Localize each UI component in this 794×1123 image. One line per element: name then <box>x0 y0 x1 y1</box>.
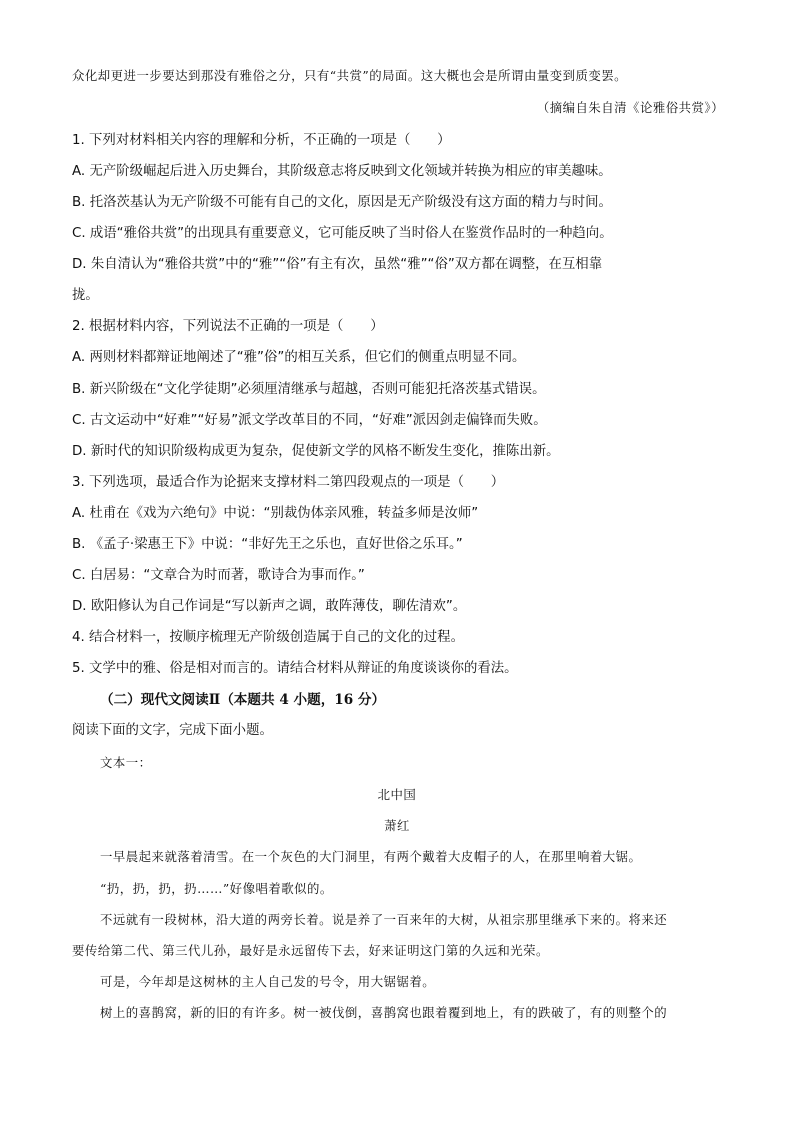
question-1-option-a: A. 无产阶级崛起后进入历史舞台，其阶级意志将反映到文化领域并转换为相应的审美趣味。 <box>72 164 612 179</box>
question-2-option-b: B. 新兴阶级在“文化学徒期”必须厘清继承与超越，否则可能犯托洛茨基式错误。 <box>72 382 546 397</box>
question-4: 4. 结合材料一，按顺序梳理无产阶级创造属于自己的文化的过程。 <box>72 630 464 645</box>
story-paragraph: 一早晨起来就落着清雪。在一个灰色的大门洞里，有两个戴着大皮帽子的人，在那里响着大锯。 <box>100 849 642 864</box>
question-1-stem: 1. 下列对材料相关内容的理解和分析，不正确的一项是（ ） <box>72 133 451 148</box>
question-1-option-d-continued: 拢。 <box>72 288 99 303</box>
question-2-option-d: D. 新时代的知识阶级构成更为复杂，促使新文学的风格不断发生变化，推陈出新。 <box>72 444 560 459</box>
section-heading: （二）现代文阅读Ⅱ（本题共 4 小题，16 分） <box>100 692 386 708</box>
text-label: 文本一： <box>100 755 152 770</box>
question-2-option-c: C. 古文运动中“好难”“好易”派文学改革目的不同，“好难”派因剑走偏锋而失败。 <box>72 413 547 428</box>
question-1-option-b: B. 托洛茨基认为无产阶级不可能有自己的文化，原因是无产阶级没有这方面的精力与时间。 <box>72 195 612 210</box>
question-1-option-d: D. 朱自清认为“雅俗共赏”中的“雅”“俗”有主有次，虽然“雅”“俗”双方都在调整，在互相靠 <box>72 257 603 272</box>
source-citation: （摘编自朱自清《论雅俗共赏》） <box>536 100 724 115</box>
question-3-option-c: C. 白居易：“文章合为时而著，歌诗合为事而作。” <box>72 568 365 583</box>
question-2-stem: 2. 根据材料内容，下列说法不正确的一项是（ ） <box>72 319 384 334</box>
question-5: 5. 文学中的雅、俗是相对而言的。请结合材料从辩证的角度谈谈你的看法。 <box>72 661 518 676</box>
story-author: 萧红 <box>384 818 410 833</box>
story-paragraph: 树上的喜鹊窝，新的旧的有许多。树一被伐倒，喜鹊窝也跟着覆到地上，有的跌破了，有的则整个的 <box>100 1005 668 1020</box>
question-1-option-c: C. 成语“雅俗共赏”的出现具有重要意义，它可能反映了当时俗人在鉴赏作品时的一种趋向。 <box>72 226 613 241</box>
section-instruction: 阅读下面的文字，完成下面小题。 <box>72 723 273 738</box>
question-3-option-b: B. 《孟子·梁惠王下》中说：“非好先王之乐也，直好世俗之乐耳。” <box>72 537 463 552</box>
story-title: 北中国 <box>377 787 417 802</box>
continuation-text: 众化却更进一步要达到那没有雅俗之分，只有“共赏”的局面。这大概也会是所谓由量变到质变罢。 <box>72 68 628 83</box>
story-paragraph: “扔，扔，扔，扔……”好像唱着歌似的。 <box>100 881 333 896</box>
story-paragraph: 不远就有一段树林，沿大道的两旁长着。说是养了一百来年的大树，从祖宗那里继承下来的。将来还 <box>100 912 668 927</box>
question-3-option-a: A. 杜甫在《戏为六绝句》中说：“别裁伪体亲风雅，转益多师是汝师” <box>72 506 479 521</box>
question-3-stem: 3. 下列选项，最适合作为论据来支撑材料二第四段观点的一项是（ ） <box>72 475 505 490</box>
question-3-option-d: D. 欧阳修认为自己作词是“写以新声之调，敢阵薄伎，聊佐清欢”。 <box>72 599 467 614</box>
story-paragraph: 可是，今年却是这树林的主人自己发的号令，用大锯锯着。 <box>100 974 436 989</box>
story-paragraph-continued: 要传给第二代、第三代儿孙，最好是永远留传下去，好来证明这门第的久远和光荣。 <box>72 943 549 958</box>
question-2-option-a: A. 两则材料都辩证地阐述了“雅”俗”的相互关系，但它们的侧重点明显不同。 <box>72 350 526 365</box>
